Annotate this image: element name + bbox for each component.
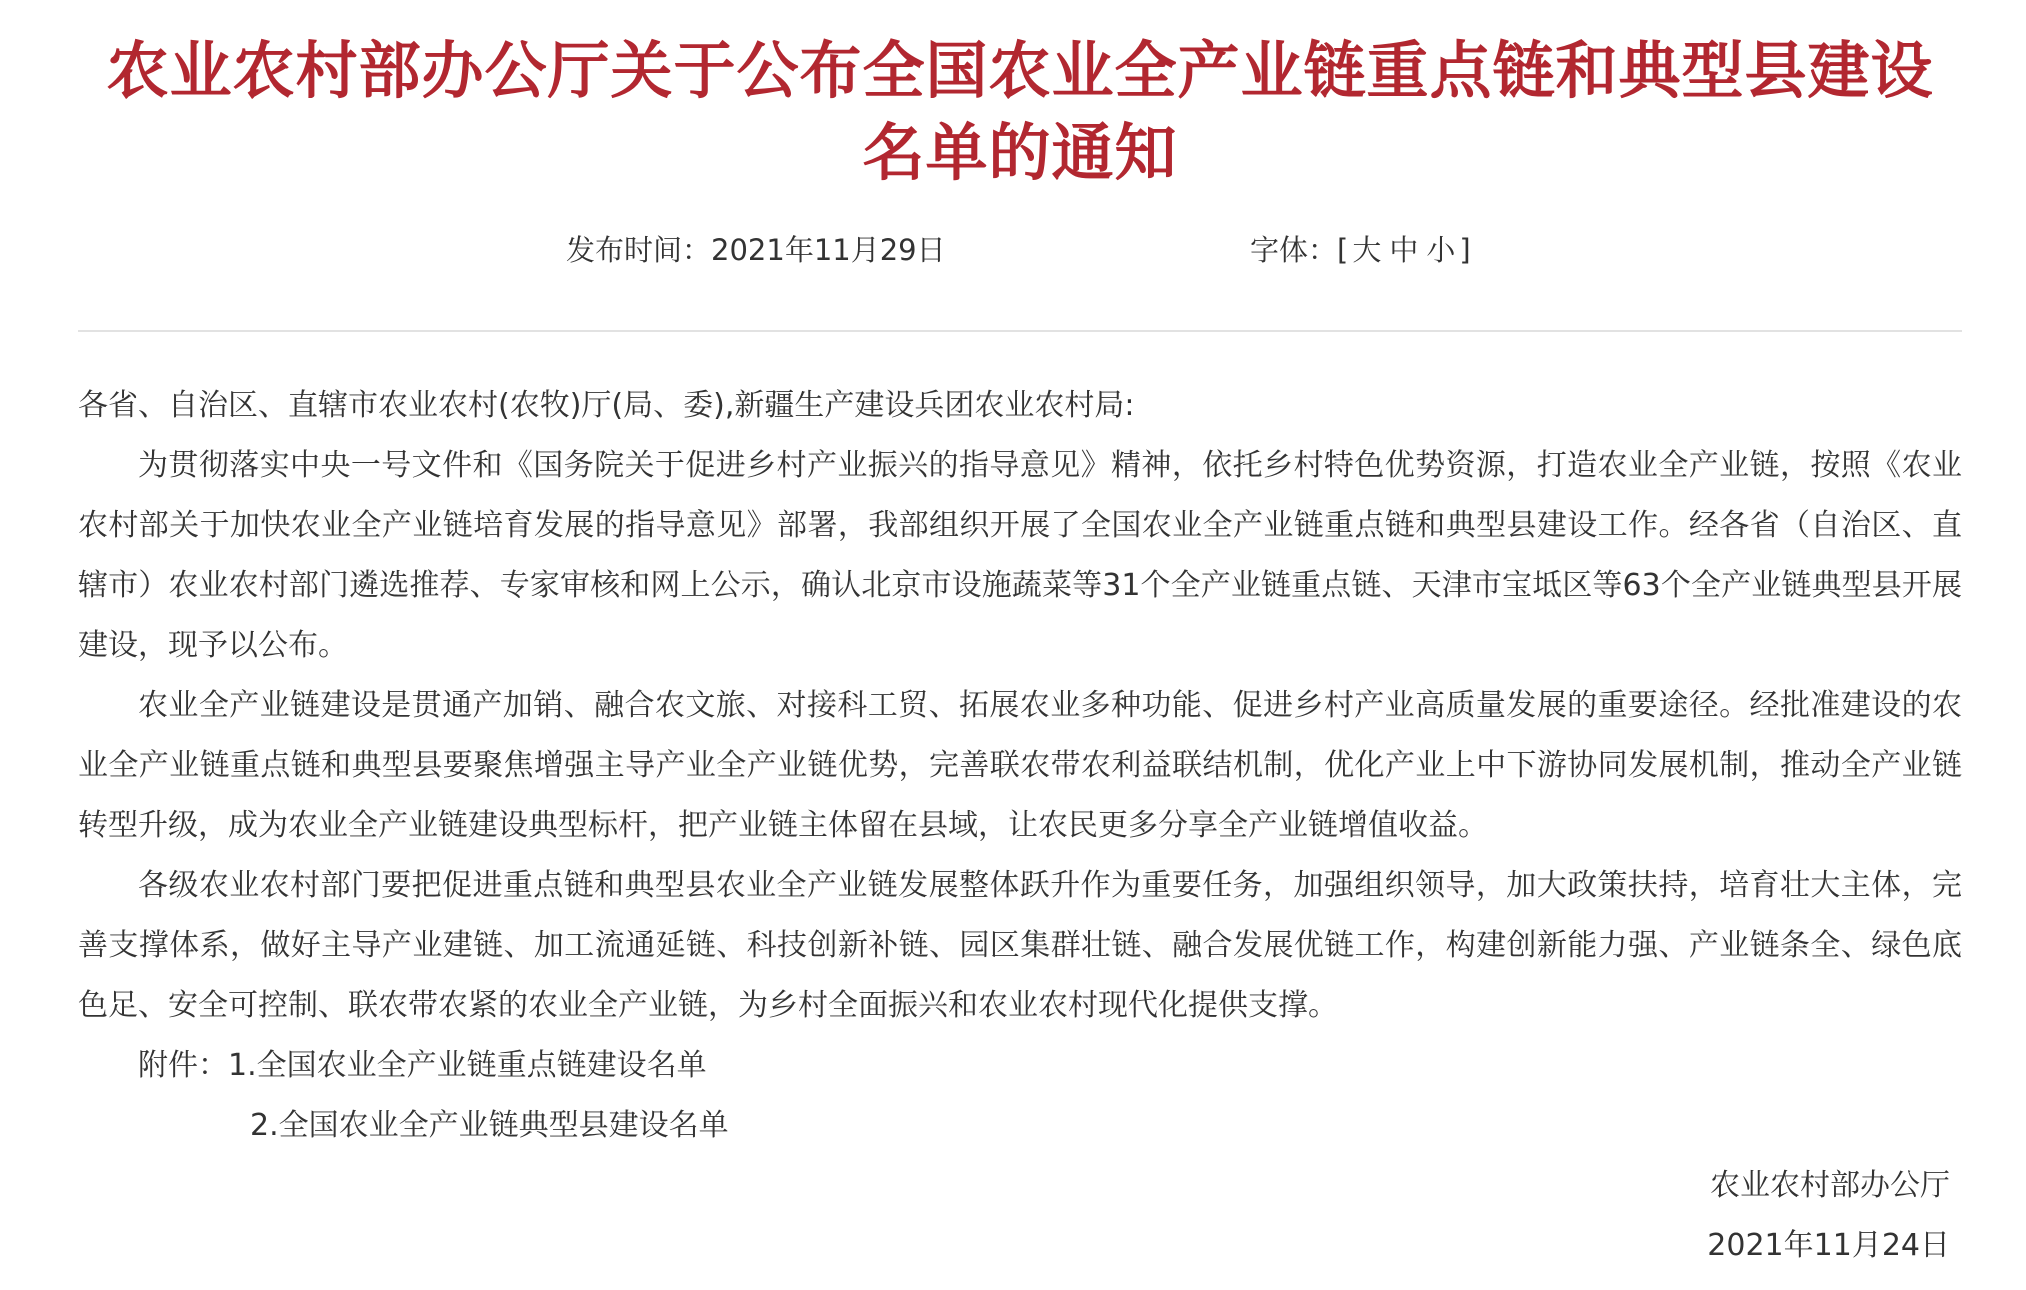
- publish-date: [566, 220, 946, 280]
- signature-date: 2021年11月24日: [1707, 1228, 1950, 1263]
- salutation: 各省、自治区、直辖市农业农村(农牧)厅(局、委),新疆生产建设兵团农业农村局:: [78, 388, 1135, 423]
- font-size-large-button[interactable]: 大: [1352, 233, 1382, 267]
- attachment-1: 附件：1.全国农业全产业链重点链建设名单: [138, 1048, 707, 1083]
- paragraph-2: 农业全产业链建设是贯通产加销、融合农文旅、对接科工贸、拓展农业多种功能、促进乡村产业高质量发展的重要途径。经批准建设的农业全产业链重点链和典型县要聚焦增强主导产业全产业链优势，完善联农带农利益联结机制，优化产业上中下游协同发展机制，推动全产业链转型升级，成为农业全产业链建设典型标杆，把产业链主体留在县域，让农民更多分享全产业链增值收益。: [78, 688, 1962, 843]
- font-size-medium-button[interactable]: 中: [1389, 233, 1419, 267]
- font-size-label: 字体：: [1250, 233, 1338, 267]
- bracket-close: ]: [1459, 233, 1471, 267]
- article: [78, 0, 1962, 1263]
- paragraph-3: 各级农业农村部门要把促进重点链和典型县农业全产业链发展整体跃升作为重要任务，加强组织领导，加大政策扶持，培育壮大主体，完善支撑体系，做好主导产业建链、加工流通延链、科技创新补链、园区集群壮链、融合发展优链工作，构建创新能力强、产业链条全、绿色底色足、安全可控制、联农带农紧的农业全产业链，为乡村全面振兴和农业农村现代化提供支撑。: [78, 868, 1962, 1023]
- publish-date-label: 发布时间：: [566, 233, 712, 267]
- publish-date-value: 2021年11月29日: [711, 233, 946, 267]
- font-size-small-button[interactable]: 小: [1426, 233, 1456, 267]
- font-size-selector: [1250, 220, 1471, 280]
- article-meta: [78, 220, 1962, 280]
- divider: [78, 330, 1962, 332]
- page-title: 农业农村部办公厅关于公布全国农业全产业链重点链和典型县建设名单的通知: [106, 34, 1934, 189]
- bracket-open: [: [1337, 233, 1349, 267]
- attachment-2: 2.全国农业全产业链典型县建设名单: [250, 1108, 729, 1143]
- paragraph-1: 为贯彻落实中央一号文件和《国务院关于促进乡村产业振兴的指导意见》精神，依托乡村特色优势资源，打造农业全产业链，按照《农业农村部关于加快农业全产业链培育发展的指导意见》部署，我部组织开展了全国农业全产业链重点链和典型县建设工作。经各省（自治区、直辖市）农业农村部门遴选推荐、专家审核和网上公示，确认北京市设施蔬菜等31个全产业链重点链、天津市宝坻区等63个全产业链典型县开展建设，现予以公布。: [78, 448, 1962, 663]
- signature-org: 农业农村部办公厅: [1710, 1168, 1950, 1203]
- article-body: [78, 376, 1962, 1276]
